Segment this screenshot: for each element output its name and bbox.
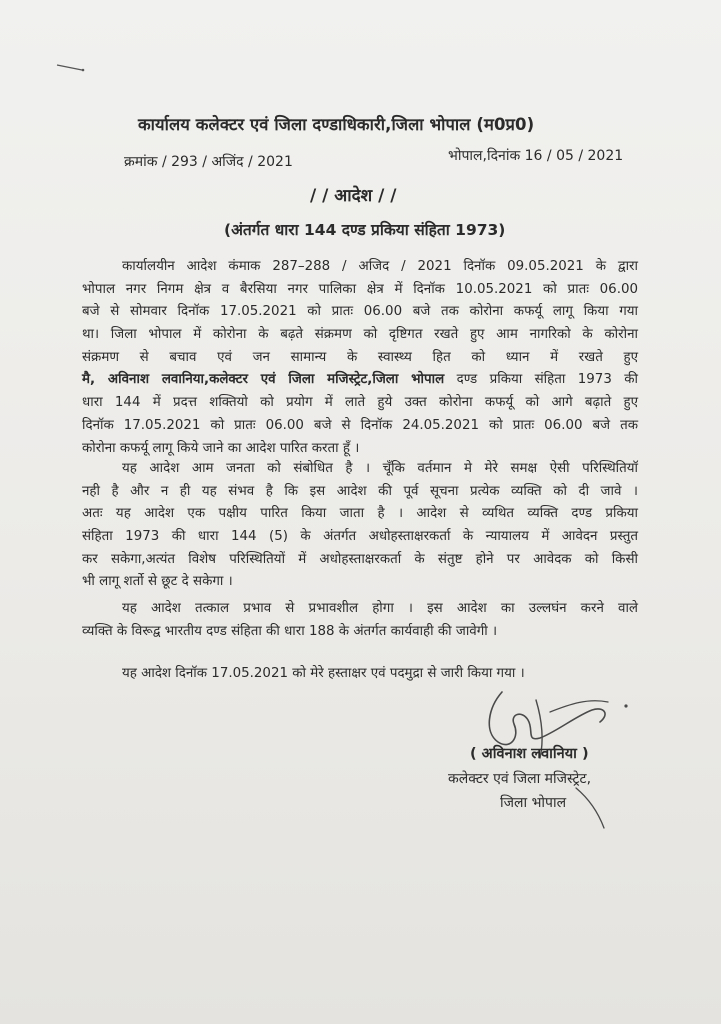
paragraph-1	[82, 256, 638, 460]
signatory-name: ( अविनाश लवानिया )	[470, 746, 589, 762]
order-subtitle: (अंतर्गत धारा 144 दण्ड प्रकिया संहिता 1973)	[224, 221, 506, 239]
paragraph-2-line: यह आदेश आम जनता को संबोधित है । चूँकि वर्तमान मे मेरे समक्ष ऐसी परिस्थितियॉ	[122, 461, 638, 476]
paragraph-1-line: धारा 144 में प्रदत्त शक्तियो को प्रयोग में लाते हुये उक्त कोरोना कफर्यू को आगे बढ़ाते हुए	[82, 395, 638, 411]
paragraph-2-line: नही है और न ही यह संभव है कि इस आदेश की पूर्व सूचना प्रत्येक व्यक्ति को दी जावे ।	[82, 483, 638, 499]
paragraph-2-line: अतः यह आदेश एक पक्षीय पारित किया जाता है । आदेश से व्यथित व्यक्ति दण्ड प्रकिया	[82, 506, 638, 522]
signatory-title: कलेक्टर एवं जिला मजिस्ट्रेट,	[448, 771, 592, 787]
paragraph-2	[82, 458, 638, 594]
paragraph-2-line: कर सकेगा,अत्यंत विशेष परिस्थितियों में अधोहस्ताक्षरकर्ता के संतुष्ट होने पर आवेदक को किसी	[82, 551, 638, 567]
place-date: भोपाल,दिनांक 16 / 05 / 2021	[448, 148, 624, 164]
paragraph-1-line: दिनॉक 17.05.2021 को प्रातः 06.00 बजे से दिनॉक 24.05.2021 को प्रातः 06.00 बजे तक	[82, 417, 638, 433]
paragraph-3-line: यह आदेश तत्काल प्रभाव से प्रभावशील होगा । इस आदेश का उल्लघंन करने वाले	[122, 601, 638, 616]
signatory-place: जिला भोपाल	[500, 795, 567, 811]
paragraph-1-line-magistrate	[82, 369, 638, 392]
office-heading: कार्यालय कलेक्टर एवं जिला दण्डाधिकारी,जिला भोपाल (म0प्र0)	[138, 115, 535, 134]
paragraph-3-line: व्यक्ति के विरूद्व भारतीय दण्ड संहिता की धारा 188 के अंतर्गत कार्यवाही की जावेगी ।	[82, 623, 498, 639]
paragraph-1-line: भोपाल नगर निगम क्षेत्र व बैरसिया नगर पालिका क्षेत्र में दिनॉक 10.05.2021 को प्रातः 06.00	[82, 281, 638, 297]
paragraph-1-line: कोरोना कफर्यू लागू किये जाने का आदेश पारित करता हूँ ।	[82, 440, 360, 456]
issue-statement: यह आदेश दिनॉक 17.05.2021 को मेरे हस्ताक्षर एवं पदमुद्रा से जारी किया गया ।	[122, 666, 525, 681]
paragraph-1-line: बजे से सोमवार दिनॉक 17.05.2021 को प्रातः 06.00 बजे तक कोरोना कफर्यू लागू किया गया	[82, 304, 638, 320]
reference-number: क्रमांक / 293 / अजिंद / 2021	[124, 154, 293, 170]
pen-mark-icon	[56, 62, 86, 72]
paragraph-2-line: भी लागू शर्तो से छूट दे सकेगा ।	[82, 574, 233, 590]
order-title: / / आदेश / /	[310, 186, 397, 206]
magistrate-name-bold: मै, अविनाश लवानिया,कलेक्टर एवं जिला मजिस्ट्रेट,जिला भोपाल	[82, 372, 445, 388]
magistrate-line-rest: दण्ड प्रकिया संहिता 1973 की	[444, 372, 638, 388]
paragraph-3	[82, 598, 638, 643]
paragraph-1-line: संक्रमण से बचाव एवं जन सामान्य के स्वास्थ्य हित को ध्यान में रखते हुए	[82, 349, 638, 365]
paragraph-1-line: था। जिला भोपाल में कोरोना के बढ़ते संक्रमण को दृष्टिगत रखते हुए आम नागरिको के कोरोना	[82, 327, 638, 343]
paragraph-2-line: संहिता 1973 की धारा 144 (5) के अंतर्गत अधोहस्ताक्षरकर्ता के न्यायालय में आवेदन प्रस्तुत	[82, 529, 638, 545]
paragraph-1-line: कार्यालयीन आदेश कंमाक 287–288 / अजिद / 2021 दिनॉक 09.05.2021 के द्वारा	[122, 259, 638, 274]
